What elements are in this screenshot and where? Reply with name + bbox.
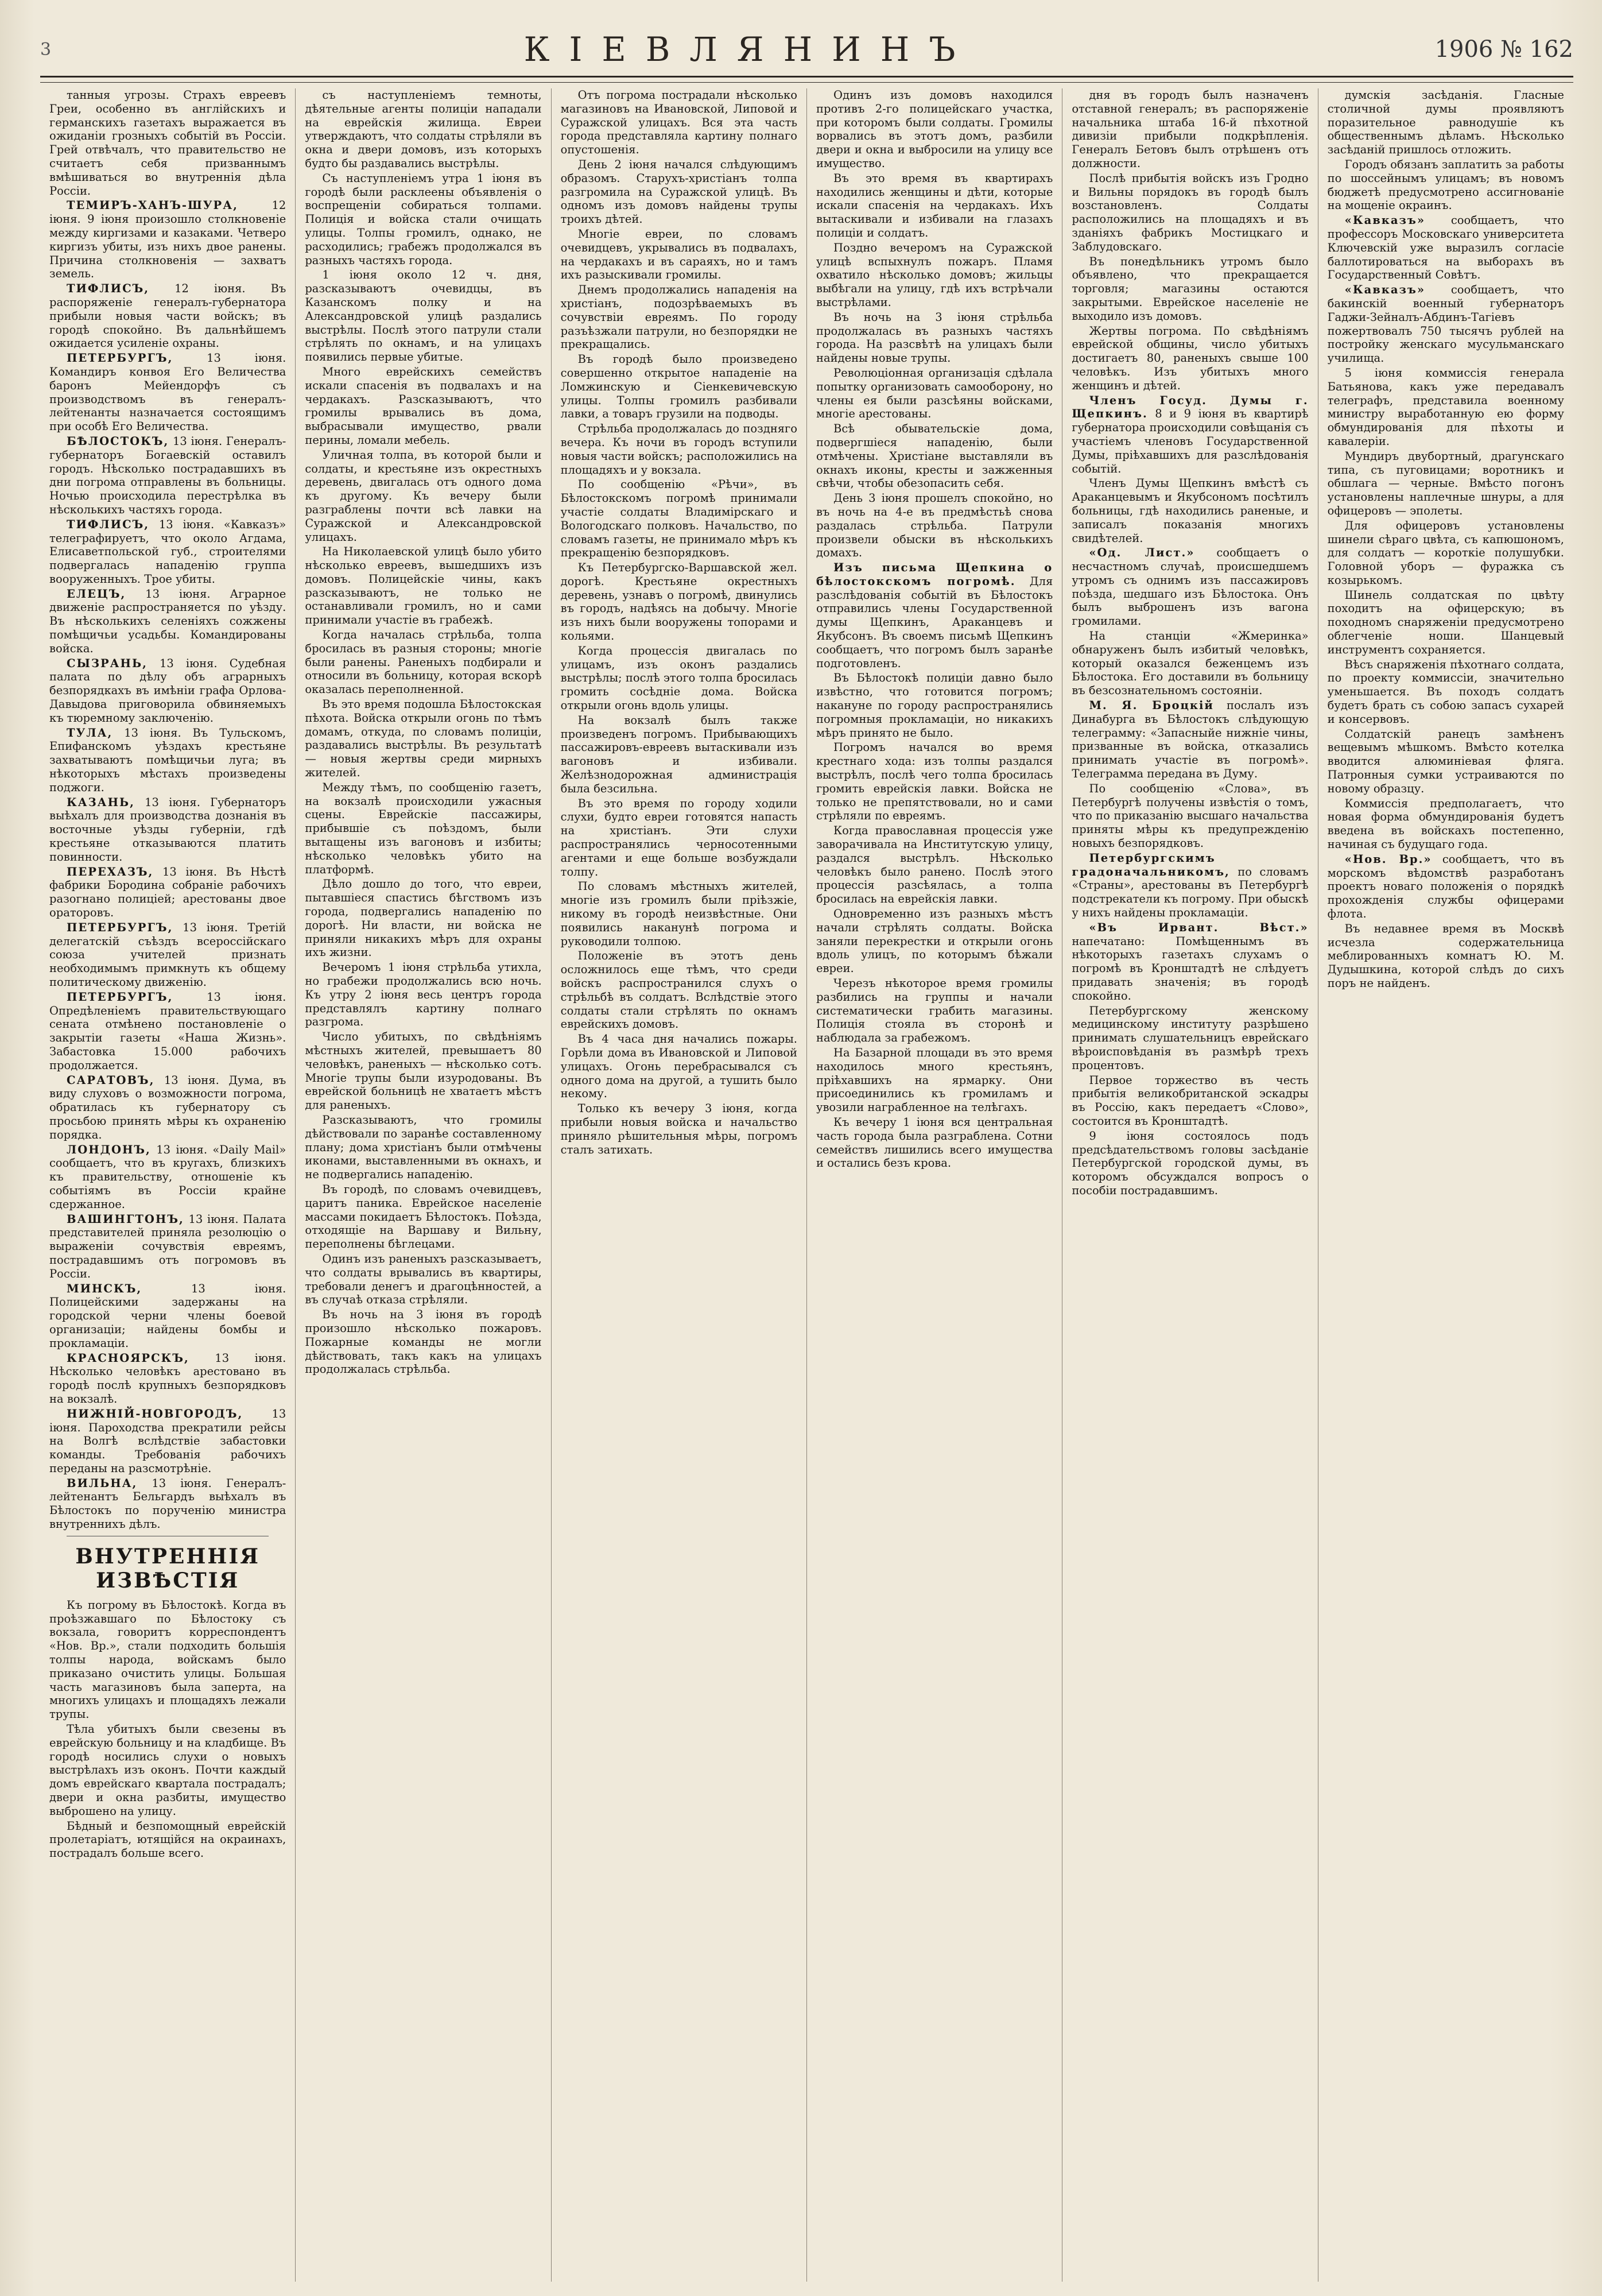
dateline: «Въ Ирвант. Вѣст.»: [1089, 920, 1309, 934]
masthead: [40, 23, 1573, 76]
paragraph-text: Въ 4 часа дня начались пожары. Горѣли дома въ Ивановской и Липовой улицахъ. Огонь перебрасывался съ одного дома на другой, а тушить было некому.: [560, 1032, 797, 1101]
paragraph-text: Къ Петербургско-Варшавской жел. дорогѣ. Крестьяне окрестныхъ деревень, узнавъ о погромѣ, двинулись въ городъ, надѣясь на добычу. Многіе изъ нихъ были вооружены топорами и кольями.: [560, 561, 797, 643]
paragraph-text: 13 іюня. Губернаторъ выѣхалъ для производства дознанія въ восточные уѣзды губерніи, гдѣ крестьяне отказываются платить повинности.: [49, 795, 286, 864]
article-paragraph: [561, 644, 797, 713]
paragraph-text: 13 іюня. Нѣсколько человѣкъ арестовано въ городѣ послѣ крупныхъ безпорядковъ на вокзалѣ.: [49, 1351, 286, 1406]
article-paragraph: [49, 657, 286, 725]
paragraph-text: дня въ городъ былъ назначенъ отставной генералъ; въ распоряженіе начальника штаба 16-й пѣхотной дивизіи прибыли подкрѣпленія. Генералъ Бетовъ былъ отрѣшенъ отъ должности.: [1072, 88, 1309, 170]
paragraph-text: Коммиссія предполагаетъ, что новая форма обмундированія будетъ введена въ войскахъ постепенно, начиная съ будущаго года.: [1327, 796, 1564, 851]
paragraph-text: 13 іюня. Генералъ-лейтенантъ Бельгардъ выѣхалъ въ Бѣлостокъ по порученію министра внутреннихъ дѣлъ.: [49, 1476, 286, 1531]
article-paragraph: [1072, 255, 1308, 323]
dateline: ТУЛА,: [67, 726, 113, 739]
article-paragraph: [49, 1282, 286, 1350]
article-paragraph: [1072, 851, 1308, 920]
article-paragraph: [49, 351, 286, 433]
paragraph-text: Въ ночь на 3 іюня въ городѣ произошло нѣсколько пожаровъ. Пожарные команды не могли дѣйствовать, такъ какъ на улицахъ продолжалась стрѣльба.: [305, 1308, 542, 1376]
paragraph-text: Днемъ продолжались нападенія на христіанъ, подозрѣваемыхъ въ сочувствіи евреямъ. По городу разъѣзжали патрули, но безпорядки не прекращались.: [560, 283, 797, 351]
dateline: ПЕТЕРБУРГЪ,: [67, 351, 173, 365]
paragraph-text: Бѣдный и безпомощный еврейскій пролетаріатъ, ютящійся на окраинахъ, пострадалъ больше всего.: [49, 1819, 286, 1860]
paragraph-text: 13 іюня. Опредѣленіемъ правительствующаго сената отмѣнено постановленіе о закрытіи газеты «Наша Жизнь». Забастовка 15.000 рабочихъ продолжается.: [49, 990, 286, 1072]
article-paragraph: [305, 88, 541, 171]
paragraph-text: 13 іюня. «Daily Mail» сообщаетъ, что въ кругахъ, близкихъ къ правительству, отношеніе къ событіямъ въ Россіи крайне сдержанное.: [49, 1143, 286, 1211]
article-paragraph: [49, 1598, 286, 1721]
article-paragraph: [305, 961, 541, 1029]
paragraph-text: Одновременно изъ разныхъ мѣстъ начали стрѣлять солдаты. Войска заняли перекрестки и открыли огонь вдоль улицъ, по которымъ бѣжали евреи.: [816, 907, 1053, 975]
column-1: [40, 88, 296, 2282]
article-paragraph: [305, 628, 541, 696]
dateline: ТЕМИРЪ-ХАНЪ-ШУРА,: [67, 199, 238, 212]
column-2: [296, 88, 551, 2282]
article-paragraph: [1072, 546, 1308, 628]
article-paragraph: [49, 1213, 286, 1281]
paragraph-text: День 3 іюня прошелъ спокойно, но въ ночь на 4-е въ предмѣстьѣ снова раздалась стрѣльба. Патрули произвели обыски въ нѣсколькихъ домахъ.: [816, 491, 1053, 560]
article-paragraph: [1072, 782, 1308, 850]
paragraph-text: Въ Бѣлостокѣ полиціи давно было извѣстно, что готовится погромъ; накануне по городу распространялись погромныя прокламаціи, но никакихъ мѣръ принято не было.: [816, 671, 1053, 739]
article-paragraph: [816, 561, 1053, 670]
paragraph-text: Для разслѣдованія событій въ Бѣлостокъ отправились члены Государственной думы Щепкинъ, Араканцевъ и Якубсонъ. Въ своемъ письмѣ Щепкинъ сообщаетъ, что погромъ былъ заранѣе подготовленъ.: [816, 574, 1053, 670]
paragraph-text: Мундиръ двубортный, драгунскаго типа, съ пуговицами; воротникъ и обшлага — черные. Вмѣсто погонъ установлены наплечные шнуры, а для офицеровъ — эполеты.: [1327, 449, 1564, 517]
paragraph-text: 13 іюня. Командиръ конвоя Его Величества баронъ Мейендорфъ съ производствомъ въ генералъ-лейтенанты назначается состоящимъ при особѣ Его Величества.: [49, 351, 286, 433]
paragraph-text: 13 іюня. Пароходства прекратили рейсы на Волгѣ вслѣдствіе забастовки команды. Требованія рабочихъ переданы на разсмотрѣніе.: [49, 1407, 286, 1475]
paragraph-text: Въ это время по городу ходили слухи, будто евреи готовятся напасть на христіанъ. Эти слухи распространялись черносотенными агентами и еще больше возбуждали толпу.: [560, 796, 797, 878]
article-paragraph: [49, 88, 286, 198]
dateline: САРАТОВЪ,: [67, 1073, 155, 1087]
article-paragraph: [49, 1352, 286, 1406]
paragraph-text: По словамъ мѣстныхъ жителей, многіе изъ громилъ были пріѣзжіе, никому въ городѣ неизвѣстные. Они появились наканунѣ погрома и руководили толпою.: [560, 880, 797, 948]
article-paragraph: [305, 172, 541, 268]
paragraph-text: думскія засѣданія. Гласные столичной думы проявляютъ поразительное равнодушіе къ общественнымъ дѣламъ. Нѣсколько засѣданій пришлось отложить.: [1327, 88, 1564, 157]
article-paragraph: [561, 714, 797, 796]
paragraph-text: Вечеромъ 1 іюня стрѣльба утихла, но грабежи продолжались всю ночь. Къ утру 2 іюня весь центръ города представлялъ картину полнаго разгрома.: [305, 961, 542, 1029]
dateline: «Од. Лист.»: [1089, 546, 1195, 560]
paragraph-text: Въ это время въ квартирахъ находились женщины и дѣти, которые искали спасенія на чердакахъ. Ихъ вытаскивали и избивали на глазахъ полиціи и солдатъ.: [816, 171, 1053, 239]
article-paragraph: [49, 518, 286, 586]
paragraph-text: По сообщенію «Рѣчи», въ Бѣлостокскомъ погромѣ принимали участіе солдаты Владимірскаго и Вологодскаго полковъ. Начальство, по словамъ газеты, не принимало мѣръ къ прекращенію безпорядковъ.: [560, 478, 797, 560]
dateline: ЛОНДОНЪ,: [67, 1143, 151, 1156]
dateline: ТИФЛИСЪ,: [67, 517, 150, 531]
masthead-rule: [40, 76, 1573, 83]
paragraph-text: Въ это время подошла Бѣлостокская пѣхота. Войска открыли огонь по тѣмъ домамъ, откуда, по словамъ полиціи, раздавались выстрѣлы. Въ результатѣ — новыя жертвы среди мирныхъ жителей.: [305, 698, 542, 780]
paragraph-text: Когда православная процессія уже заворачивала на Институтскую улицу, раздался выстрѣлъ. Нѣсколько человѣкъ было ранено. Послѣ этого процессія разсѣялась, а толпа бросилась на еврейскія лавки.: [816, 824, 1053, 906]
paragraph-text: Революціонная организація сдѣлала попытку организовать самооборону, но члены ея были разсѣяны войсками, многіе арестованы.: [816, 366, 1053, 421]
paragraph-text: На Николаевской улицѣ было убито нѣсколько евреевъ, вышедшихъ изъ домовъ. Полицейскіе чины, какъ разсказываютъ, не только не останавливали громилъ, но и сами принимали участіе въ грабежѣ.: [305, 545, 542, 627]
article-paragraph: [305, 1252, 541, 1307]
article-paragraph: [1328, 588, 1564, 657]
paragraph-text: По сообщенію «Слова», въ Петербургѣ получены извѣстія о томъ, что по приказанію высшаго начальства приняты мѣры къ предупрежденію новыхъ безпорядковъ.: [1072, 781, 1309, 850]
dateline: ПЕТЕРБУРГЪ,: [67, 990, 173, 1004]
article-paragraph: [1328, 727, 1564, 796]
paragraph-text: по словамъ «Страны», арестованы въ Петербургѣ подстрекатели къ погрому. При обыскѣ у нихъ найдены прокламаціи.: [1072, 865, 1309, 920]
article-paragraph: [816, 907, 1053, 975]
paragraph-text: На станціи «Жмеринка» обнаруженъ былъ избитый человѣкъ, который оказался беженцемъ изъ Бѣлостока. Его доставили въ больницу въ безсознательномъ состояніи.: [1072, 629, 1309, 698]
paragraph-text: 5 іюня коммиссія генерала Батьянова, какъ уже передавалъ телеграфъ, представила военному министру выработанную ею форму обмундированія для пѣхоты и кавалеріи.: [1327, 366, 1564, 448]
article-paragraph: [816, 241, 1053, 309]
paragraph-text: Шинель солдатская по цвѣту походитъ на офицерскую; въ походномъ снаряженіи предусмотрено облегченіе ноши. Шанцевый инструментъ сохраняется.: [1327, 588, 1564, 656]
paragraph-text: Отъ погрома пострадали нѣсколько магазиновъ на Ивановской, Липовой и Суражской улицахъ. Вся эта часть города представляла картину полнаго опустошенія.: [560, 88, 797, 157]
paragraph-text: Солдатскій ранецъ замѣненъ вещевымъ мѣшкомъ. Вмѣсто котелка вводится алюминіевая фляга. Патронныя сумки устраиваются по новому образцу.: [1327, 727, 1564, 795]
paragraph-text: послалъ изъ Динабурга въ Бѣлостокъ слѣдующую телеграмму: «Запасныйе нижніе чины, призванные въ войска, отказались принимать участіе въ погромѣ». Телеграмма передана въ Думу.: [1072, 699, 1309, 781]
article-paragraph: [49, 1477, 286, 1531]
paragraph-text: Вѣсъ снаряженія пѣхотнаго солдата, по проекту коммиссіи, значительно уменьшается. Въ походъ солдатъ будетъ брать съ собою запасъ сухарей и консервовъ.: [1327, 657, 1564, 726]
column-4: [807, 88, 1062, 2282]
article-paragraph: [561, 158, 797, 226]
dateline: КРАСНОЯРСКЪ,: [67, 1351, 189, 1365]
article-paragraph: [305, 268, 541, 364]
paragraph-text: Первое торжество въ честь прибытія великобританской эскадры въ Россію, какъ передаетъ «Слово», состоится въ Кронштадтѣ.: [1072, 1073, 1309, 1128]
article-paragraph: [1328, 366, 1564, 448]
paragraph-text: Петербургскому женскому медицинскому институту разрѣшено принимать слушательницъ еврейскаго вѣроисповѣданія въ размѣрѣ трехъ процентовъ.: [1072, 1004, 1309, 1072]
article-paragraph: [561, 1102, 797, 1156]
column-3: [552, 88, 807, 2282]
article-paragraph: [305, 448, 541, 544]
article-paragraph: [305, 365, 541, 447]
newspaper-title: КІЕВЛЯНИНЪ: [523, 30, 975, 69]
dateline: КАЗАНЬ,: [67, 795, 135, 809]
article-paragraph: [816, 366, 1053, 421]
paragraph-text: Для офицеровъ установлены шинели сѣраго цвѣта, съ капюшономъ, для солдатъ — короткіе полушубки. Головной уборъ — фуражка съ козырькомъ.: [1327, 518, 1564, 587]
paragraph-text: 1 іюня около 12 ч. дня, разсказываютъ очевидцы, въ Казанскомъ полку и на Александровской улицѣ раздались выстрѣлы. Послѣ этого патрули стали стрѣлять по окнамъ, и на улицахъ появились первые убитые.: [305, 268, 542, 364]
dateline: ЕЛЕЦЪ,: [67, 587, 126, 601]
article-paragraph: [1328, 658, 1564, 726]
article-paragraph: [1072, 394, 1308, 476]
article-paragraph: [561, 227, 797, 282]
paragraph-text: Послѣ прибытія войскъ изъ Гродно и Вильны порядокъ въ городѣ былъ возстановленъ. Солдаты расположились на площадяхъ и въ зданіяхъ фабрикъ Мостицкаго и Заблудовскаго.: [1072, 171, 1309, 253]
article-paragraph: [49, 199, 286, 281]
dateline: СЫЗРАНЬ,: [67, 656, 148, 670]
paragraph-text: Городъ обязанъ заплатить за работы по шоссейнымъ улицамъ; въ новомъ бюджетѣ предусмотрено ассигнованіе на мощеніе окраинъ.: [1327, 157, 1564, 212]
article-paragraph: [1072, 172, 1308, 254]
paragraph-text: Стрѣльба продолжалась до поздняго вечера. Къ ночи въ городъ вступили новыя части войскъ; расположились на площадяхъ и у вокзала.: [560, 422, 797, 477]
article-paragraph: [49, 865, 286, 920]
paragraph-text: Жертвы погрома. По свѣдѣніямъ еврейской общины, число убитыхъ достигаетъ 80, раненыхъ свыше 100 человѣкъ. Изъ убитыхъ много женщинъ и дѣтей.: [1072, 324, 1309, 392]
paragraph-text: сообщаетъ, что бакинскій военный губернаторъ Гаджи-Зейналъ-Абдинъ-Тагіевъ пожертвовалъ 750 тысячъ рублей на постройку женскаго мусульманскаго училища.: [1327, 283, 1564, 365]
article-paragraph: [49, 921, 286, 989]
dateline: БѢЛОСТОКЪ,: [67, 434, 169, 448]
dateline: МИНСКЪ,: [67, 1281, 142, 1295]
dateline: Членъ Госуд. Думы г. Щепкинъ.: [1072, 393, 1309, 421]
dateline: «Кавказъ»: [1344, 214, 1426, 227]
article-paragraph: [561, 949, 797, 1031]
paragraph-text: На Базарной площади въ это время находилось много крестьянъ, пріѣхавшихъ на ярмарку. Они присоединились къ громиламъ и увозили награбленное на телѣгахъ.: [816, 1046, 1053, 1114]
article-paragraph: [561, 422, 797, 477]
paragraph-text: Когда началась стрѣльба, толпа бросилась въ разныя стороны; многіе были ранены. Раненыхъ подбирали и относили въ больницу, которая вскорѣ оказалась переполненной.: [305, 628, 542, 696]
paragraph-text: 13 іюня. Полицейскими задержаны на городской черни члены боевой организаціи; найдены бомбы и прокламаціи.: [49, 1281, 286, 1350]
paragraph-text: Въ городѣ, по словамъ очевидцевъ, царитъ паника. Еврейское населеніе массами покидаетъ Бѣлостокъ. Поѣзда, отходящіе на Варшаву и Вильну, переполнены бѣглецами.: [305, 1182, 542, 1251]
article-paragraph: [816, 1116, 1053, 1170]
paragraph-text: 13 іюня. Генералъ-губернаторъ Богаевскій оставилъ городъ. Нѣсколько пострадавшихъ въ дни погрома отправлены въ больницы. Ночью происходила перестрѣлка въ нѣсколькихъ частяхъ города.: [49, 434, 286, 516]
paragraph-text: Въ городѣ было произведено совершенно открытое нападеніе на Ломжинскую и Сіенкевичевскую улицы. Толпы громилъ разбивали лавки, а товаръ грузили на подводы.: [560, 353, 797, 421]
paragraph-text: 13 іюня. Аграрное движеніе распространяется по уѣзду. Въ нѣсколькихъ селеніяхъ сожжены помѣщичьи усадьбы. Командированы войска.: [49, 587, 286, 655]
article-paragraph: [1328, 853, 1564, 921]
article-paragraph: [305, 1030, 541, 1112]
dateline: Петербургскимъ градоначальникомъ,: [1072, 851, 1230, 878]
article-paragraph: [1328, 922, 1564, 990]
paragraph-text: 13 іюня. Въ Нѣстѣ фабрики Бородина собраніе рабочихъ разогнано полиціей; арестованы двое ораторовъ.: [49, 865, 286, 920]
paragraph-text: Только къ вечеру 3 іюня, когда прибыли новыя войска и начальство приняло рѣшительныя мѣры, погромъ сталъ затихать.: [560, 1102, 797, 1156]
paragraph-text: 13 іюня. «Кавказъ» телеграфируетъ, что около Агдама, Елисаветпольской губ., строителями подвергалась нападенію группа вооруженныхъ. Трое убиты.: [49, 517, 286, 586]
article-paragraph: [1328, 158, 1564, 212]
paragraph-text: танныя угрозы. Страхъ евреевъ Греи, особенно въ англійскихъ и германскихъ газетахъ выражается въ ожиданіи грозныхъ событій въ Россіи. Грей отвѣчалъ, что правительство не считаетъ себя призваннымъ вмѣшиваться во внутреннія дѣла Россіи.: [49, 88, 286, 198]
paragraph-text: Поздно вечеромъ на Суражской улицѣ вспыхнулъ пожаръ. Пламя охватило нѣсколько домовъ; жильцы выбѣгали на улицу, гдѣ ихъ встрѣчали выстрѣлами.: [816, 241, 1053, 309]
paragraph-text: Одинъ изъ домовъ находился противъ 2-го полицейскаго участка, при которомъ были солдаты. Громилы ворвались въ этотъ домъ, разбили двери и окна и выбросили на улицу все имущество.: [816, 88, 1053, 170]
paragraph-text: Съ наступленіемъ утра 1 іюня въ городѣ были расклеены объявленія о воспрещеніи собираться толпами. Полиція и войска стали очищать улицы. Толпы громилъ, однако, не расходились; грабежъ продолжался въ разныхъ частяхъ города.: [305, 171, 542, 267]
dateline: ВИЛЬНА,: [67, 1476, 138, 1490]
dateline: ПЕТЕРБУРГЪ,: [67, 920, 173, 934]
article-paragraph: [1072, 88, 1308, 171]
paragraph-text: напечатано: Помѣщеннымъ въ нѣкоторыхъ газетахъ слухамъ о погромѣ въ Кронштадтѣ не слѣдуетъ придавать значенія; въ городѣ спокойно.: [1072, 934, 1309, 1002]
article-paragraph: [816, 977, 1053, 1045]
paragraph-text: Много еврейскихъ семействъ искали спасенія въ подвалахъ и на чердакахъ. Разсказываютъ, что громилы врывались въ дома, выбрасывали имущество, рвали перины, ломали мебель.: [305, 365, 542, 447]
article-paragraph: [49, 1074, 286, 1142]
article-paragraph: [49, 1819, 286, 1860]
article-paragraph: [816, 1046, 1053, 1114]
dateline: НИЖНІЙ-НОВГОРОДЪ,: [67, 1407, 243, 1420]
article-paragraph: [816, 172, 1053, 240]
issue-number: 1906 № 162: [1434, 36, 1573, 63]
dateline: М. Я. Броцкій: [1089, 699, 1214, 713]
article-paragraph: [305, 1113, 541, 1182]
paragraph-text: 12 іюня. 9 іюня произошло столкновеніе между киргизами и казаками. Четверо киргизъ убиты, изъ нихъ двое ранены. Причина столкновенія — захватъ земель.: [49, 199, 286, 281]
paragraph-text: 9 іюня состоялось подъ предсѣдательствомъ головы засѣданіе Петербургской городской думы, въ которомъ обсуждался вопросъ о пособіи пострадавшимъ.: [1072, 1129, 1309, 1197]
paragraph-text: Уличная толпа, въ которой были и солдаты, и крестьяне изъ окрестныхъ деревень, двигалась отъ одного дома къ другому. Къ вечеру были разграблены почти всѣ лавки на Суражской и Александровской улицахъ.: [305, 448, 542, 544]
paragraph-text: 13 іюня. Третій делегатскій съѣздъ всероссійскаго союза учителей признать необходимымъ примкнуть къ общему политическому движенію.: [49, 920, 286, 989]
article-paragraph: [1072, 629, 1308, 698]
column-6: [1318, 88, 1573, 2282]
column-grid: [40, 88, 1573, 2282]
paragraph-text: Положеніе въ этотъ день осложнилось еще тѣмъ, что среди войскъ распространился слухъ о стрѣльбѣ въ солдатъ. Вслѣдствіе этого солдаты стали стрѣлять по окнамъ еврейскихъ домовъ.: [560, 949, 797, 1031]
paragraph-text: сообщаетъ о несчастномъ случаѣ, происшедшемъ утромъ съ однимъ изъ пассажировъ поѣзда, шедшаго изъ Бѣлостока. Онъ былъ выброшенъ изъ вагона громилами.: [1072, 546, 1309, 628]
article-paragraph: [49, 587, 286, 656]
article-paragraph: [561, 478, 797, 560]
dateline: Изъ письма Щепкина о бѣлостокскомъ погромѣ.: [816, 561, 1053, 588]
article-paragraph: [561, 353, 797, 421]
article-paragraph: [561, 797, 797, 879]
paragraph-text: 13 іюня. Въ Тульскомъ, Епифанскомъ уѣздахъ крестьяне захватываютъ помѣщичьи луга; въ нѣкоторыхъ мѣстахъ произведены поджоги.: [49, 726, 286, 794]
dateline: «Кавказъ»: [1344, 283, 1426, 297]
paragraph-text: Погромъ начался во время крестнаго хода: изъ толпы раздался выстрѣлъ, послѣ чего толпа бросилась громить еврейскія лавки. Войска не только не препятствовали, но и сами стрѣляли по евреямъ.: [816, 741, 1053, 823]
article-paragraph: [49, 1722, 286, 1818]
article-paragraph: [49, 990, 286, 1073]
article-paragraph: [816, 491, 1053, 560]
article-paragraph: [1072, 921, 1308, 1003]
article-paragraph: [1328, 214, 1564, 282]
column-5: [1062, 88, 1318, 2282]
article-paragraph: [1072, 1074, 1308, 1128]
article-paragraph: [1328, 519, 1564, 587]
article-paragraph: [816, 671, 1053, 739]
paragraph-text: Членъ Думы Щепкинъ вмѣстѣ съ Араканцевымъ и Якубсономъ посѣтилъ больницы, гдѣ находились раненые, и записалъ показанія многихъ свидѣтелей.: [1072, 477, 1309, 545]
article-paragraph: [1328, 797, 1564, 851]
paragraph-text: Въ понедѣльникъ утромъ было объявлено, что прекращается торговля; магазины остаются закрытыми. Еврейское населеніе не выходило изъ домовъ.: [1072, 254, 1309, 323]
paragraph-text: Когда процессія двигалась по улицамъ, изъ оконъ раздались выстрѣлы; послѣ этого толпа бросилась громить сосѣдніе дома. Войска открыли огонь вдоль улицы.: [560, 644, 797, 713]
paragraph-text: 8 и 9 іюня въ квартирѣ губернатора происходили совѣщанія съ участіемъ членовъ Государственной Думы, пріѣхавшихъ для разслѣдованія событій.: [1072, 407, 1309, 475]
dateline: ПЕРЕХАЗЪ,: [67, 865, 154, 878]
article-paragraph: [49, 1143, 286, 1211]
dateline: «Нов. Вр.»: [1344, 852, 1432, 866]
paragraph-text: Въ недавнее время въ Москвѣ исчезла содержательница меблированныхъ комнатъ Ю. М. Дудышкина, которой слѣдъ до сихъ поръ не найденъ.: [1327, 922, 1564, 990]
paragraph-text: Разсказываютъ, что громилы дѣйствовали по заранѣе составленному плану; дома христіанъ были отмѣчены иконами, выставленными въ окнахъ, и не подвергались нападенію.: [305, 1113, 542, 1182]
article-paragraph: [561, 283, 797, 351]
article-paragraph: [305, 781, 541, 877]
article-paragraph: [1072, 1129, 1308, 1198]
article-paragraph: [561, 880, 797, 948]
article-paragraph: [1328, 88, 1564, 157]
paragraph-text: 13 іюня. Дума, въ виду слуховъ о возможности погрома, обратилась къ губернатору съ просьбою принять мѣры къ охраненію порядка.: [49, 1073, 286, 1141]
article-paragraph: [49, 282, 286, 350]
dateline: ВАШИНГТОНЪ,: [67, 1212, 184, 1226]
paragraph-text: Между тѣмъ, по сообщенію газетъ, на вокзалѣ происходили ужасныя сцены. Еврейскіе пассажиры, прибывшіе съ поѣздомъ, были вытащены изъ вагоновъ и избиты; нѣсколько человѣкъ убито на платформѣ.: [305, 780, 542, 876]
paragraph-text: 13 іюня. Судебная палата по дѣлу объ аграрныхъ безпорядкахъ въ имѣніи графа Орлова-Давыдова приговорила обвиняемыхъ къ тюремному заключенію.: [49, 656, 286, 725]
paragraph-text: сообщаетъ, что въ морскомъ вѣдомствѣ разработанъ проектъ новаго положенія о порядкѣ прохожденія службы офицерами флота.: [1327, 852, 1564, 921]
paragraph-text: Въ ночь на 3 іюня стрѣльба продолжалась въ разныхъ частяхъ города. На разсвѣтѣ на улицахъ были найдены новые трупы.: [816, 310, 1053, 365]
article-paragraph: [49, 435, 286, 517]
article-paragraph: [816, 824, 1053, 906]
paragraph-text: Дѣло дошло до того, что евреи, пытавшіеся спастись бѣгствомъ изъ города, подвергались нападенію по дорогѣ. Ни власти, ни войска не приняли никакихъ мѣръ для охраны ихъ жизни.: [305, 877, 542, 959]
article-paragraph: [816, 311, 1053, 365]
paragraph-text: Черезъ нѣкоторое время громилы разбились на группы и начали систематически грабить магазины. Полиція стояла въ сторонѣ и наблюдала за грабежомъ.: [816, 977, 1053, 1045]
article-paragraph: [561, 1032, 797, 1101]
paragraph-text: Многіе евреи, по словамъ очевидцевъ, укрывались въ подвалахъ, на чердакахъ и въ сараяхъ, но и тамъ ихъ разыскивали громилы.: [560, 227, 797, 282]
paragraph-text: Къ погрому въ Бѣлостокѣ. Когда въ проѣзжавшаго по Бѣлостоку съ вокзала, говоритъ корреспондентъ «Нов. Вр.», стали подходить большія толпы народа, войскамъ было приказано очистить улицы. Большая часть магазиновъ была заперта, на многихъ улицахъ и площадяхъ лежали трупы.: [49, 1598, 286, 1721]
article-paragraph: [1072, 324, 1308, 393]
page-number: 3: [40, 39, 52, 60]
article-paragraph: [561, 88, 797, 157]
article-paragraph: [561, 561, 797, 643]
article-paragraph: [816, 422, 1053, 490]
article-paragraph: [49, 726, 286, 795]
article-paragraph: [1072, 699, 1308, 781]
article-paragraph: [1328, 450, 1564, 518]
paragraph-text: Всѣ обывательскіе дома, подвергшіеся нападенію, были отмѣчены. Христіане выставляли въ окнахъ иконы, кресты и зажженныя свѣчи, чтобы обезопасить себя.: [816, 422, 1053, 490]
article-paragraph: [305, 1183, 541, 1251]
paragraph-text: На вокзалѣ былъ также произведенъ погромъ. Прибывающихъ пассажировъ-евреевъ вытаскивали изъ вагоновъ и избивали. Желѣзнодорожная администрація была безсильна.: [560, 713, 797, 795]
section-heading: ВНУТРЕННІЯ ИЗВѢСТІЯ: [75, 1544, 260, 1593]
article-paragraph: [816, 741, 1053, 823]
paragraph-text: Одинъ изъ раненыхъ разсказываетъ, что солдаты врывались въ квартиры, требовали денегъ и драгоцѣнностей, а въ случаѣ отказа стрѣляли.: [305, 1252, 542, 1307]
article-paragraph: [305, 698, 541, 780]
article-paragraph: [49, 796, 286, 864]
article-paragraph: [816, 88, 1053, 171]
article-paragraph: [305, 545, 541, 627]
paragraph-text: 13 іюня. Палата представителей приняла резолюцію о выраженіи сочувствія евреямъ, пострадавшимъ отъ погромовъ въ Россіи.: [49, 1212, 286, 1280]
paragraph-text: сообщаетъ, что профессоръ Московскаго университета Ключевскій уже выразилъ согласіе баллотироваться на выборахъ въ Государственный Совѣтъ.: [1327, 214, 1564, 282]
article-paragraph: [305, 877, 541, 959]
article-paragraph: [1328, 283, 1564, 365]
article-paragraph: [49, 1407, 286, 1476]
paragraph-text: съ наступленіемъ темноты, дѣятельные агенты полиціи нападали на еврейскія жилища. Евреи утверждаютъ, что солдаты стрѣляли въ окна и двери домовъ, изъ которыхъ будто бы раздавались выстрѣлы.: [305, 88, 542, 170]
article-paragraph: [1072, 477, 1308, 545]
paragraph-text: Тѣла убитыхъ были свезены въ еврейскую больницу и на кладбище. Въ городѣ носились слухи о новыхъ выстрѣлахъ изъ оконъ. Почти каждый домъ еврейскаго квартала пострадалъ; двери и окна разбиты, имущество выброшено на улицу.: [49, 1722, 286, 1818]
paragraph-text: 12 іюня. Въ распоряженіе генералъ-губернатора прибыли новыя части войскъ; въ городѣ спокойно. Въ дальнѣйшемъ ожидается усиленіе охраны.: [49, 282, 286, 350]
paragraph-text: Къ вечеру 1 іюня вся центральная часть города была разграблена. Сотни семействъ лишились всего имущества и остались безъ крова.: [816, 1115, 1053, 1170]
paragraph-text: Число убитыхъ, по свѣдѣніямъ мѣстныхъ жителей, превышаетъ 80 человѣкъ, раненыхъ — нѣсколько сотъ. Многіе трупы были изуродованы. Въ еврейской больницѣ не хватаетъ мѣстъ для раненыхъ.: [305, 1030, 542, 1112]
article-paragraph: [1072, 1004, 1308, 1073]
article-paragraph: [305, 1308, 541, 1376]
paragraph-text: День 2 іюня начался слѣдующимъ образомъ. Старухъ-христіанъ толпа разгромила на Суражской улицѣ. Въ одномъ изъ домовъ найдены трупы троихъ дѣтей.: [560, 157, 797, 226]
dateline: ТИФЛИСЪ,: [67, 282, 150, 296]
